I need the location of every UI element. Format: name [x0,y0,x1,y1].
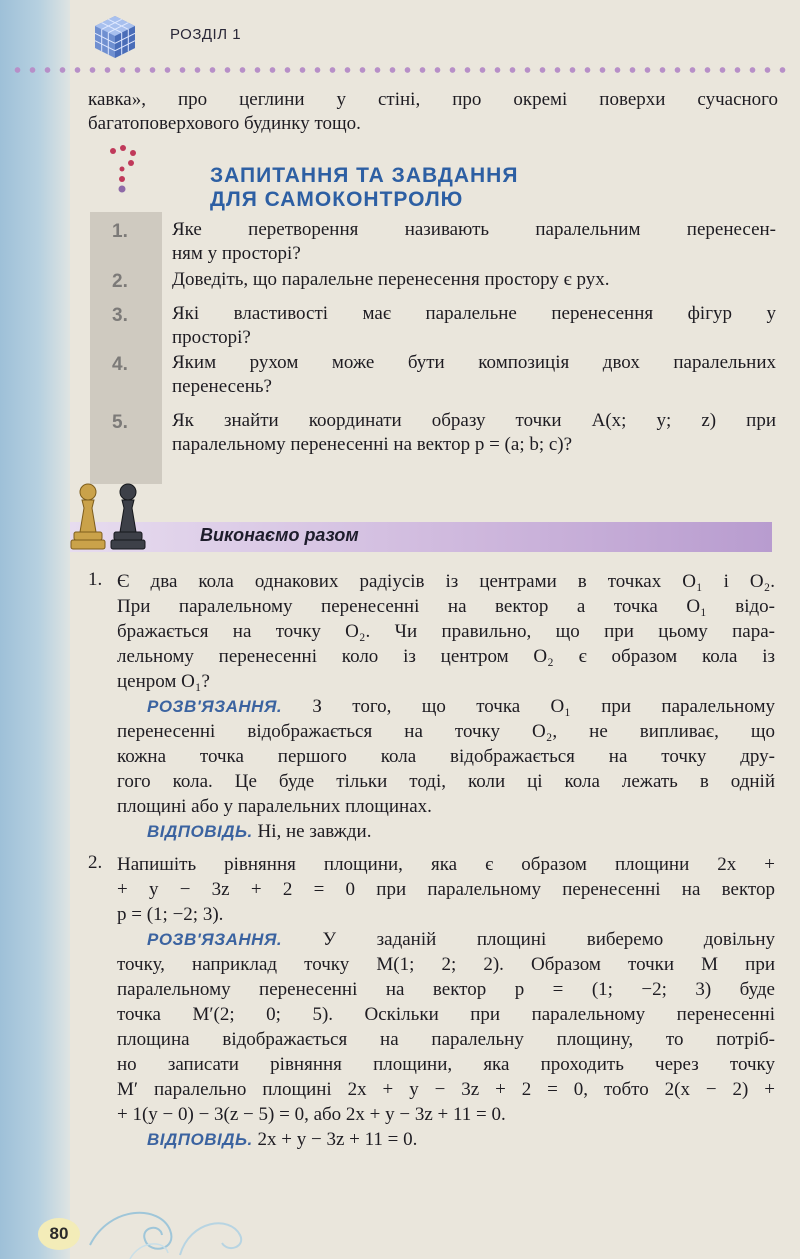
solution-line: перенесенні відображається на точку O₂, не випливає, що [117,721,775,742]
solution-line: площина відображається на паралельну площину, то потріб- [117,1029,775,1050]
answer-text: Ні, не завжди. [257,821,372,842]
solution-line: точку, наприклад точку M(1; 2; 2). Образом точки M при [117,954,775,975]
question-line: просторі? [172,327,251,348]
problem-line: p = (1; −2; 3). [117,904,224,925]
problem-line: Напишіть рівняння площини, яка є образом площини 2x + [117,854,775,875]
problem-line: + y − 3z + 2 = 0 при паралельному перенесенні на вектор [117,879,775,900]
question-number: 5. [112,412,128,433]
solution-line: кожна точка першого кола відображається на точку дру- [117,746,775,767]
question-line: Яким рухом може бути композиція двох паралельних [172,352,776,373]
question-line: Як знайти координати образу точки A(x; y; z) при [172,410,776,431]
solution-line: площині або у паралельних площинах. [117,796,432,817]
page-number: 80 [38,1218,80,1250]
answer-label: ВІДПОВІДЬ. [147,822,253,841]
exercise-2 [117,852,775,1152]
question-number: 4. [112,354,128,375]
question-number: 2. [112,271,128,292]
exercise-1 [117,569,775,844]
question-item [172,351,776,399]
dotted-divider [10,66,790,74]
exercise-number: 1. [88,569,103,590]
solution-line: + 1(y − 0) − 3(z − 5) = 0, або 2x + y − 3z + 11 = 0. [117,1104,506,1125]
selfcheck-title-line1: ЗАПИТАННЯ ТА ЗАВДАННЯ [210,164,519,187]
cube-logo-icon [92,14,138,60]
problem-line: При паралельному перенесенні на вектор a точка O₁ відо- [117,596,775,617]
solution-text: У заданій площині виберемо довільну [322,929,775,950]
answer-label: ВІДПОВІДЬ. [147,1130,253,1149]
question-item [172,268,776,292]
question-line: ням у просторі? [172,243,301,264]
solution-line: гого кола. Це буде тільки тоді, коли ці кола лежать в одній [117,771,775,792]
question-line: Яке перетворення називають паралельним перенесен- [172,219,776,240]
section-label: РОЗДІЛ 1 [170,26,242,43]
exercise-number: 2. [88,852,103,873]
problem-line: бражається на точку O₂. Чи правильно, що при цьому пара- [117,621,775,642]
solution-label: РОЗВ'ЯЗАННЯ. [147,697,283,716]
solution-text: З того, що точка O₁ при паралельному [312,696,775,717]
solution-line: паралельному перенесенні на вектор p = (1; −2; 3) буде [117,979,775,1000]
worked-examples-title: Виконаємо разом [200,525,359,545]
solution-line: M′ паралельно площині 2x + y − 3z + 2 = 0, тобто 2(x − 2) + [117,1079,775,1100]
question-number-bar [90,212,162,484]
question-item [172,218,776,266]
question-line: перенесень? [172,376,272,397]
selfcheck-title [210,164,518,212]
problem-line: лельному перенесенні коло із центром O₂ є образом кола із [117,646,775,667]
page-side-band [0,0,70,1259]
question-line: Доведіть, що паралельне перенесення простору є рух. [172,269,610,290]
solution-line [117,927,775,952]
intro-line: кавка», про цеглини у стіні, про окремі поверхи сучасного [88,89,778,110]
problem-line: Є два кола однакових радіусів із центрами в точках O₁ і O₂. [117,571,775,592]
question-item [172,302,776,350]
solution-line [117,694,775,719]
solution-label: РОЗВ'ЯЗАННЯ. [147,930,283,949]
chess-pawns-icon [66,478,156,553]
solution-line: но записати рівняння площини, яка проходить через точку [117,1054,775,1075]
solution-line: точка M′(2; 0; 5). Оскільки при паралельному перенесенні [117,1004,775,1025]
question-dots-icon [105,145,145,195]
answer-text: 2x + y − 3z + 11 = 0. [257,1129,418,1150]
answer-line [117,1127,775,1152]
problem-line: ценром O₁? [117,671,210,692]
question-number: 3. [112,305,128,326]
selfcheck-title-line2: ДЛЯ САМОКОНТРОЛЮ [210,188,464,211]
intro-paragraph [88,88,778,136]
question-number: 1. [112,221,128,242]
page-header [0,0,800,80]
question-line: Які властивості має паралельне перенесення фігур у [172,303,776,324]
intro-line: багатоповерхового будинку тощо. [88,113,361,134]
answer-line [117,819,775,844]
worked-examples-banner [70,522,772,552]
decorative-swirl-icon [70,1185,250,1259]
question-line: паралельному перенесенні на вектор p = (a; b; c)? [172,434,573,455]
question-item [172,409,776,457]
